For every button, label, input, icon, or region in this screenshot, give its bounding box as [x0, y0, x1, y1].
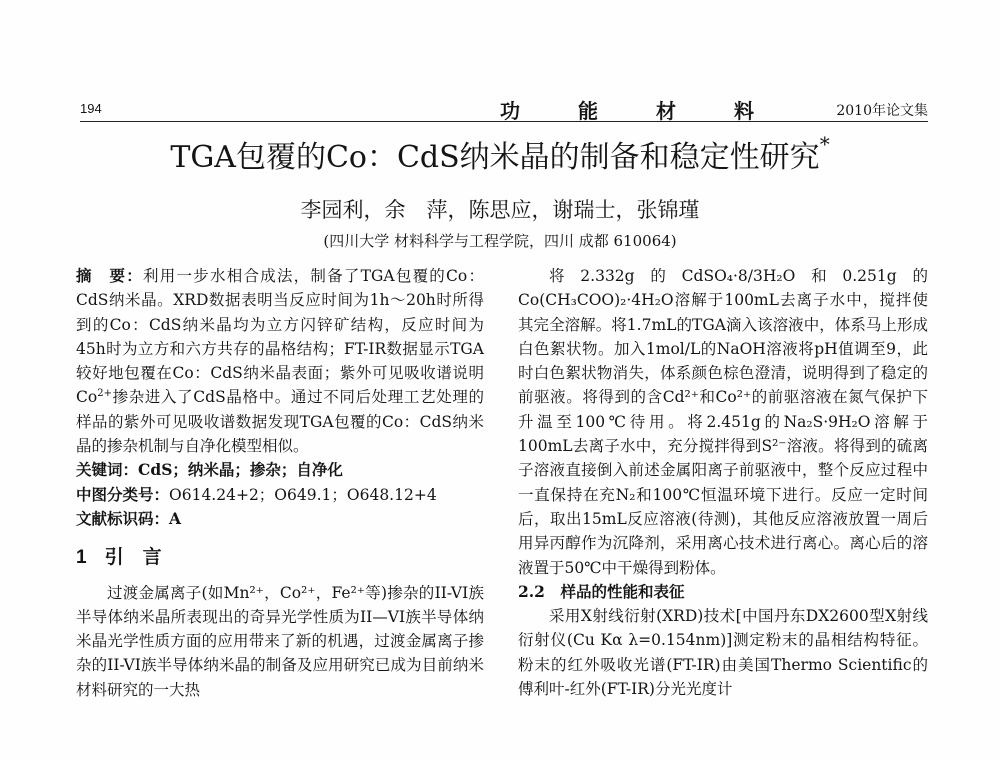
- section-1-title: 引 言: [104, 546, 162, 569]
- affiliation: (四川大学 材料科学与工程学院，四川 成都 610064): [323, 232, 677, 250]
- abstract-label: 摘 要：: [76, 266, 143, 285]
- clc-number: [76, 483, 484, 507]
- journal-name: 功能材料: [500, 99, 812, 123]
- section-1-paragraph: 过渡金属离子(如Mn²⁺，Co²⁺，Fe²⁺等)掺杂的II-VI族半导体纳米晶所表现出的奇异光学性质为II—VI族半导体纳米晶光学性质方面的应用带来了新的机遇，过渡金属离子掺杂的II-VI族半导体纳米晶的制备及应用研究已成为目前纳米材料研究的一大热: [76, 583, 484, 699]
- method-paragraph: 将2.332g的CdSO₄·8/3H₂O和0.251g的Co(CH₃COO)₂·4H₂O溶解于100mL去离子水中，搅拌使其完全溶解。将1.7mL的TGA滴入该溶液中，体系马上形成白色絮状物。加入1mol/L的NaOH溶液将pH值调至9，此时白色絮状物消失，体系颜色棕色澄清，说明得到了稳定的前驱液。将得到的含Cd²⁺和Co²⁺的前驱溶液在氮气保护下升温至100℃待用。将2.451g的Na₂S·9H₂O溶解于100mL去离子水中，充分搅拌得到S²⁻溶液。将得到的硫离子溶液直接倒入前述金属阳离子前驱液中，整个反应过程中一直保持在充N₂和100℃恒温环境下进行。反应一定时间后，取出15mL反应溶液(待测)，其他反应溶液放置一周后用异丙醇作为沉降剂，采用离心技术进行离心。离心后的溶液置于50℃中干燥得到粉体。: [518, 267, 928, 577]
- abstract-superscript: 2+: [97, 388, 112, 400]
- keywords-text: CdS；纳米晶；掺杂；自净化: [138, 460, 343, 480]
- abstract-text-b: 掺杂进入了CdS晶格中。通过不同后处理工艺处理的样品的紫外可见吸收谱数据发现TGA包覆的Co：CdS纳米晶的掺杂机制与自净化模型相似。: [76, 388, 484, 456]
- clc-text: O614.24+2；O649.1；O648.12+4: [169, 485, 437, 504]
- author-list: 李园利，余 萍，陈思应，谢瑞士，张锦瑾: [300, 198, 700, 222]
- keywords-label: 关键词：: [76, 460, 139, 480]
- year-label: 2010年论文集: [836, 103, 928, 119]
- title-text: TGA包覆的Co：CdS纳米晶的制备和稳定性研究: [170, 140, 820, 175]
- left-column: [76, 264, 484, 702]
- subsection-2-2-heading: 2.2 样品的性能和表征: [518, 581, 685, 601]
- characterization-paragraph: 采用X射线衍射(XRD)技术[中国丹东DX2600型X射线衍射仪(Cu Kα λ=0.154nm)]测定粉末的晶相结构特征。粉末的红外吸收光谱(FT-IR)由美国Thermo Scientific的傅利叶-红外(FT-IR)分光光度计: [518, 607, 928, 699]
- right-column: [518, 264, 928, 701]
- page-number: 194: [80, 101, 102, 116]
- keywords: [76, 458, 484, 482]
- paper-title: [0, 132, 1000, 176]
- abstract-text-a: 利用一步水相合成法，制备了TGA包覆的Co：CdS纳米晶。XRD数据表明当反应时间为1h～20h时所得到的Co：CdS纳米晶均为立方闪锌矿结构，反应时间为45h时为立方和六方共存的晶格结构；FT-IR数据显示TGA较好地包覆在Co：CdS纳米晶表面；紫外可见吸收谱说明Co: [76, 267, 484, 407]
- title-footnote-mark: *: [819, 132, 830, 156]
- section-1-heading: [76, 545, 484, 570]
- document-id: 文献标识码：A: [76, 508, 182, 528]
- section-1-number: 1: [76, 547, 87, 569]
- header-rule: [80, 121, 928, 122]
- abstract: [76, 264, 484, 458]
- running-header: [80, 99, 928, 121]
- clc-label: 中图分类号：: [76, 484, 170, 504]
